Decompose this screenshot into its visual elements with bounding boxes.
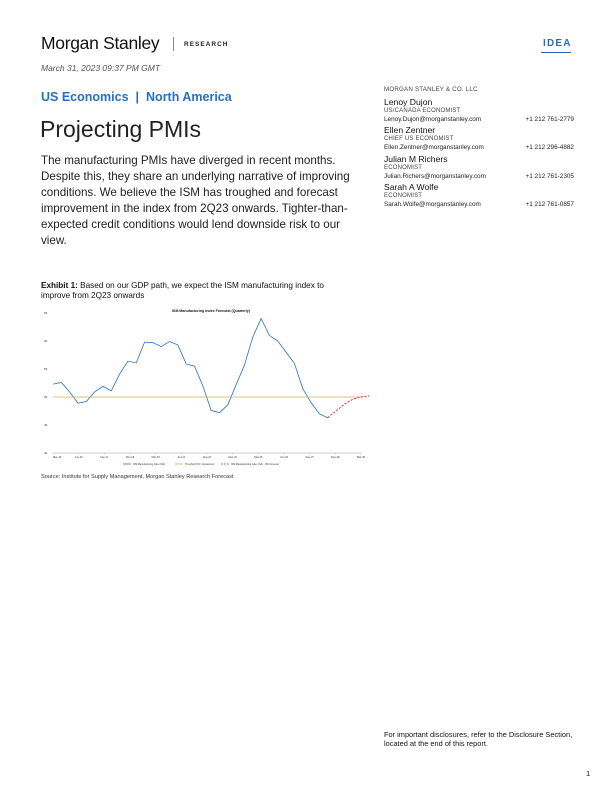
report-summary: The manufacturing PMIs have diverged in recent months. Despite this, they share an underlying narrative of improving conditions. We believe the ISM has troughed and forecast improvement in the index from 2Q23 onwards. Tighter-than-expected credit conditions would lend downside risk to our view. bbox=[41, 154, 350, 247]
y-axis bbox=[44, 311, 48, 455]
analyst-phone: +1 212 296-4882 bbox=[525, 144, 574, 151]
x-tick-label: Sep-22 bbox=[202, 456, 212, 459]
analyst-card bbox=[384, 97, 574, 124]
chart-source: Source: Institute for Supply Management, Morgan Stanley Research Forecast bbox=[41, 474, 234, 480]
analyst-role: US/CANADA ECONOMIST bbox=[384, 108, 461, 114]
analyst-email[interactable]: Ellen.Zentner@morganstanley.com bbox=[384, 144, 484, 151]
topic-primary[interactable]: US Economics bbox=[41, 90, 129, 104]
x-axis bbox=[53, 453, 366, 459]
logo-divider bbox=[173, 37, 174, 51]
x-tick-label: Jun-21 bbox=[177, 456, 186, 459]
analyst-phone: +1 212 761-2779 bbox=[525, 116, 574, 123]
x-tick-label: Mar-20 bbox=[151, 456, 160, 459]
exhibit-label: Exhibit 1: bbox=[41, 281, 78, 290]
idea-badge: IDEA bbox=[543, 38, 572, 49]
x-tick-label: Dec-28 bbox=[331, 456, 340, 459]
analyst-role: ECONOMIST bbox=[384, 193, 423, 199]
page-number: 1 bbox=[586, 769, 591, 778]
x-tick-label: Sep-27 bbox=[305, 456, 314, 459]
x-tick-label: Mar-25 bbox=[254, 456, 263, 459]
series-line-ism-manufacturing-index-sa bbox=[53, 319, 328, 418]
analyst-email[interactable]: Lenoy.Dujon@morganstanley.com bbox=[384, 116, 482, 123]
analyst-phone: +1 212 761-2305 bbox=[525, 173, 574, 180]
chart-series bbox=[53, 319, 369, 418]
topic-separator: | bbox=[135, 90, 140, 104]
firm-name: MORGAN STANLEY & CO. LLC bbox=[384, 86, 478, 93]
topic-secondary[interactable]: North America bbox=[146, 90, 232, 104]
research-label: RESEARCH bbox=[184, 41, 229, 48]
idea-underline bbox=[541, 52, 571, 53]
disclosure-note[interactable]: For important disclosures, refer to the Disclosure Section, located at the end of this report. bbox=[384, 730, 573, 748]
topic-line bbox=[41, 90, 232, 104]
analyst-name: Sarah A Wolfe bbox=[384, 182, 439, 192]
y-tick-label: 40 bbox=[44, 451, 48, 455]
analyst-phone: +1 212 761-0857 bbox=[525, 201, 574, 208]
analyst-name: Julian M Richers bbox=[384, 154, 448, 164]
chart-legend bbox=[123, 463, 279, 466]
legend-label: Threshold (50 = Expansion) bbox=[185, 463, 215, 466]
legend-label: ISM Manufacturing Index (SA) - MS Forecast bbox=[231, 463, 279, 466]
y-tick-label: 55 bbox=[44, 367, 48, 371]
ism-chart bbox=[41, 305, 366, 470]
x-tick-label: Jun-16 bbox=[74, 456, 83, 459]
series-line-ism-manufacturing-index-sa-ms-forecast bbox=[328, 396, 370, 418]
y-tick-label: 60 bbox=[44, 339, 48, 343]
exhibit-caption bbox=[41, 281, 351, 301]
analyst-card bbox=[384, 182, 574, 209]
analyst-email[interactable]: Sarah.Wolfe@morganstanley.com bbox=[384, 201, 481, 208]
x-tick-label: Mar-15 bbox=[53, 456, 62, 459]
report-title: Projecting PMIs bbox=[40, 116, 202, 142]
x-tick-label: Sep-17 bbox=[100, 456, 109, 459]
y-tick-label: 65 bbox=[44, 311, 48, 315]
y-tick-label: 50 bbox=[44, 395, 48, 399]
y-tick-label: 45 bbox=[44, 423, 48, 427]
legend-label: ISM Manufacturing Index (SA) bbox=[133, 463, 166, 466]
analyst-email[interactable]: Julian.Richers@morganstanley.com bbox=[384, 173, 486, 180]
exhibit-text: Based on our GDP path, we expect the ISM manufacturing index to improve from 2Q23 onwards bbox=[41, 281, 324, 300]
analyst-card bbox=[384, 125, 574, 152]
analyst-role: CHIEF US ECONOMIST bbox=[384, 136, 454, 142]
analyst-role: ECONOMIST bbox=[384, 165, 423, 171]
x-tick-label: Dec-18 bbox=[125, 456, 135, 459]
x-tick-label: Jun-26 bbox=[280, 456, 288, 459]
chart-title: ISM Manufacturing Index Forecast (Quarterly) bbox=[172, 309, 250, 313]
analyst-name: Lenoy Dujon bbox=[384, 97, 433, 107]
analyst-name: Ellen Zentner bbox=[384, 125, 436, 135]
x-tick-label: Mar-30 bbox=[356, 456, 366, 459]
x-tick-label: Dec-23 bbox=[228, 456, 237, 459]
analyst-card bbox=[384, 154, 574, 181]
morgan-stanley-logo: Morgan Stanley bbox=[41, 33, 160, 53]
publish-date: March 31, 2023 09:37 PM GMT bbox=[41, 63, 161, 73]
